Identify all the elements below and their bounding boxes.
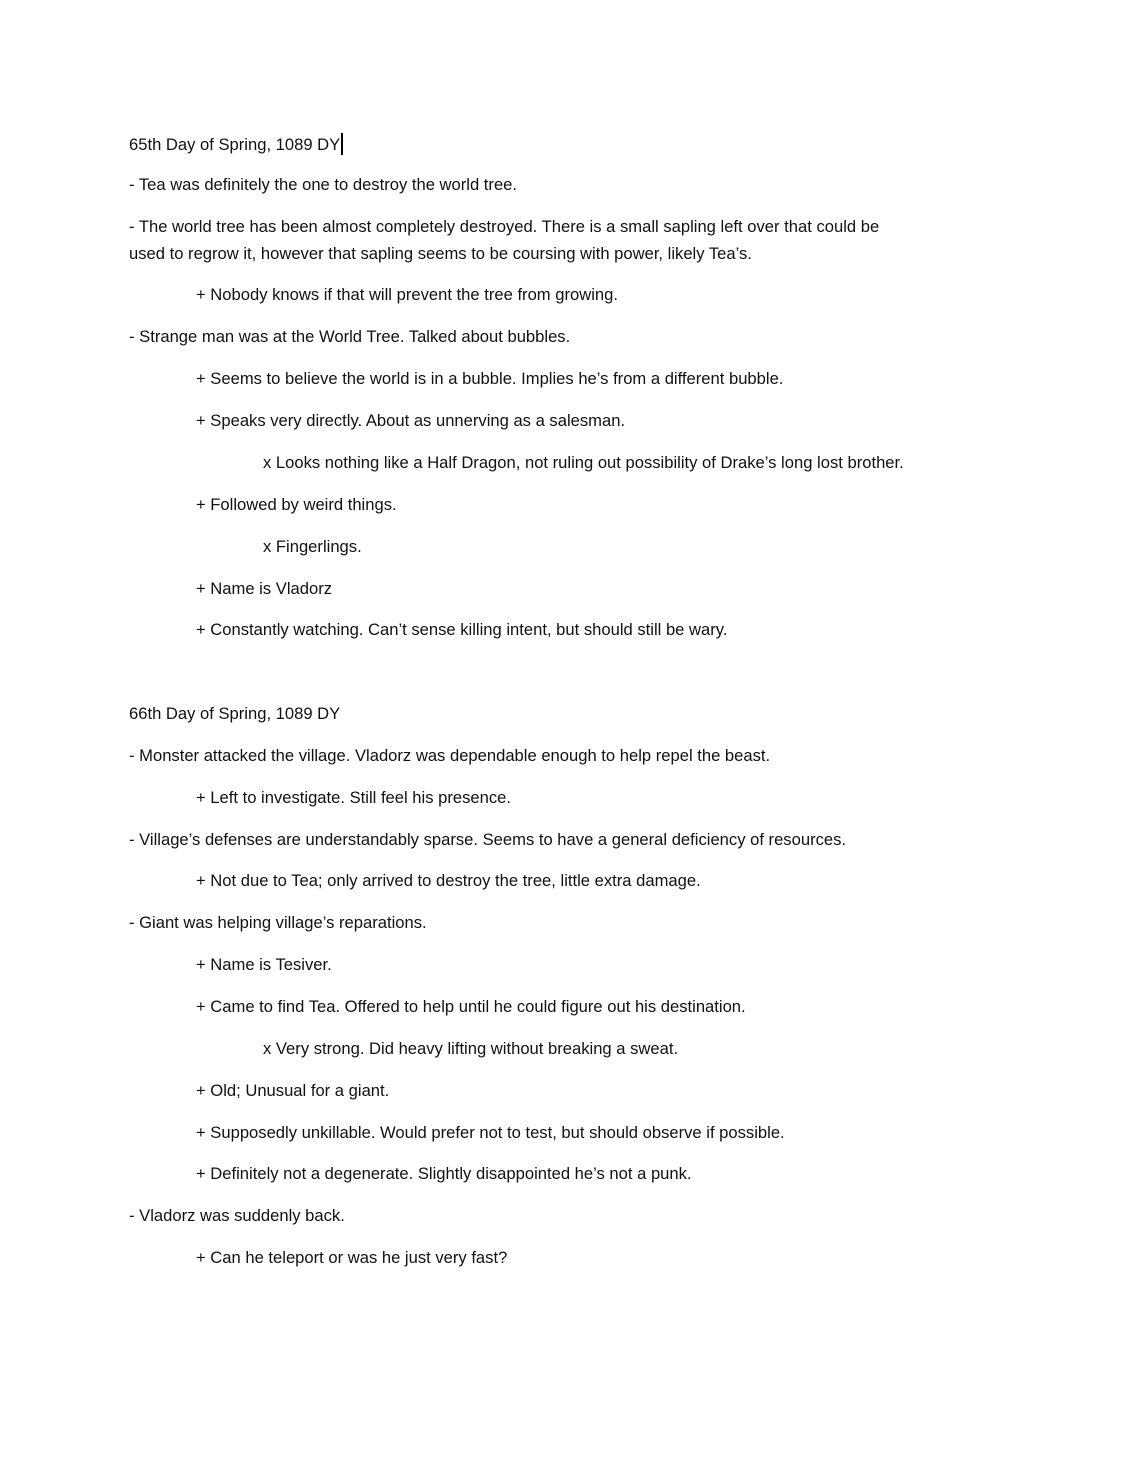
- sub-note-line[interactable]: + Name is Vladorz: [196, 579, 333, 598]
- sub-note-line[interactable]: + Can he teleport or was he just very fast?: [196, 1248, 508, 1267]
- sub-note-line[interactable]: + Speaks very directly. About as unnerving as a salesman.: [196, 411, 626, 430]
- note-line[interactable]: - Village’s defenses are understandably sparse. Seems to have a general deficiency of resources.: [129, 830, 847, 849]
- note-line[interactable]: - Monster attacked the village. Vladorz was dependable enough to help repel the beast.: [129, 746, 771, 765]
- entry-heading[interactable]: 66th Day of Spring, 1089 DY: [129, 704, 341, 723]
- entry-heading-text: 65th Day of Spring, 1089 DY: [129, 135, 341, 154]
- sub-sub-note-line[interactable]: x Very strong. Did heavy lifting without breaking a sweat.: [263, 1039, 679, 1058]
- sub-note-line[interactable]: + Constantly watching. Can’t sense killing intent, but should still be wary.: [196, 620, 728, 639]
- sub-note-line[interactable]: + Left to investigate. Still feel his presence.: [196, 788, 511, 807]
- sub-note-line[interactable]: + Followed by weird things.: [196, 495, 397, 514]
- note-line[interactable]: - Giant was helping village’s reparations.: [129, 913, 427, 932]
- sub-note-line[interactable]: + Definitely not a degenerate. Slightly disappointed he’s not a punk.: [196, 1164, 692, 1183]
- sub-note-line[interactable]: + Came to find Tea. Offered to help until he could figure out his destination.: [196, 997, 746, 1016]
- sub-note-line[interactable]: + Not due to Tea; only arrived to destroy the tree, little extra damage.: [196, 871, 701, 890]
- sub-note-line[interactable]: + Supposedly unkillable. Would prefer not to test, but should observe if possible.: [196, 1123, 785, 1142]
- sub-note-line[interactable]: + Old; Unusual for a giant.: [196, 1081, 390, 1100]
- sub-note-line[interactable]: + Seems to believe the world is in a bubble. Implies he’s from a different bubble.: [196, 369, 784, 388]
- note-line[interactable]: - The world tree has been almost completely destroyed. There is a small sapling left over that could be: [129, 217, 880, 236]
- text-cursor: [341, 133, 343, 155]
- note-line[interactable]: - Tea was definitely the one to destroy the world tree.: [129, 175, 518, 194]
- note-line[interactable]: - Vladorz was suddenly back.: [129, 1206, 345, 1225]
- sub-note-line[interactable]: + Nobody knows if that will prevent the tree from growing.: [196, 285, 618, 304]
- sub-sub-note-line[interactable]: x Fingerlings.: [263, 537, 362, 556]
- note-line[interactable]: - Strange man was at the World Tree. Talked about bubbles.: [129, 327, 571, 346]
- entry-heading[interactable]: [129, 133, 343, 155]
- sub-sub-note-line[interactable]: x Looks nothing like a Half Dragon, not ruling out possibility of Drake’s long lost brother.: [263, 453, 904, 472]
- sub-note-line[interactable]: + Name is Tesiver.: [196, 955, 332, 974]
- note-line-continuation[interactable]: used to regrow it, however that sapling seems to be coursing with power, likely Tea’s.: [129, 244, 752, 263]
